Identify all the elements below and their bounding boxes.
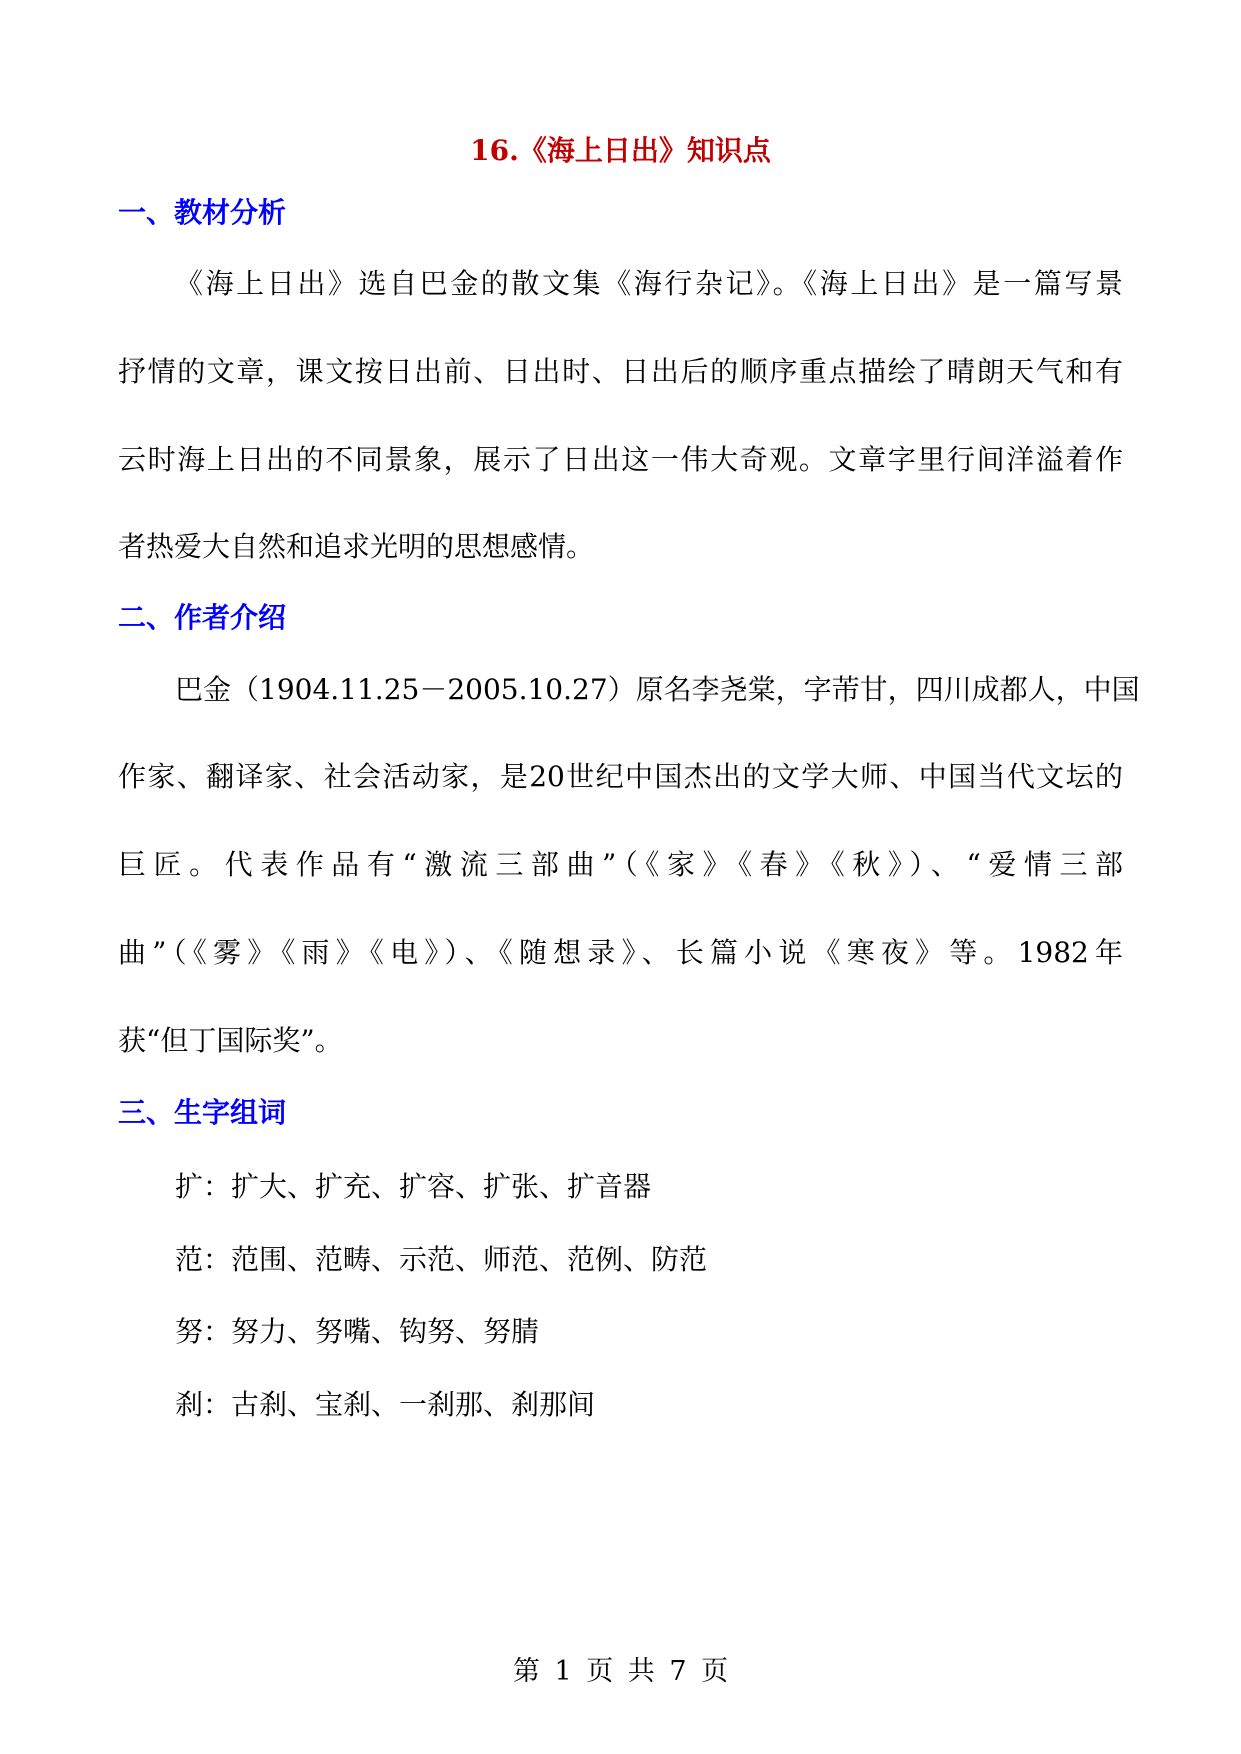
vocab-line: 努：努力、努嘴、钩努、努腈 <box>175 1315 540 1348</box>
section-heading-vocabulary: 三、生字组词 <box>118 1096 287 1129</box>
paragraph-line: 巨匠。代表作品有“激流三部曲”（《家》《春》《秋》）、“爱情三部 <box>118 848 1123 881</box>
paragraph-line: 作家、翻译家、社会活动家，是20世纪中国杰出的文学大师、中国当代文坛的 <box>118 760 1123 793</box>
paragraph-line: 抒情的文章，课文按日出前、日出时、日出后的顺序重点描绘了晴朗天气和有 <box>118 355 1123 388</box>
paragraph-line: 曲”（《雾》《雨》《电》）、《随想录》、长篇小说《寒夜》等。1982年 <box>118 936 1123 969</box>
vocab-line: 刹：古刹、宝刹、一刹那、刹那间 <box>175 1388 596 1421</box>
section-heading-author-intro: 二、作者介绍 <box>118 601 287 634</box>
paragraph-line: 者热爱大自然和追求光明的思想感情。 <box>118 530 595 563</box>
paragraph-line: 《海上日出》选自巴金的散文集《海行杂记》。《海上日出》是一篇写景 <box>175 267 1123 300</box>
document-title: 16.《海上日出》知识点 <box>470 134 771 167</box>
paragraph-line: 云时海上日出的不同景象，展示了日出这一伟大奇观。文章字里行间洋溢着作 <box>118 443 1123 476</box>
page-footer: 第 1 页 共 7 页 <box>512 1656 729 1687</box>
paragraph-line: 巴金（1904.11.25－2005.10.27）原名李尧棠，字芾甘，四川成都人，中国 <box>175 673 1140 706</box>
section-heading-textbook-analysis: 一、教材分析 <box>118 196 287 229</box>
vocab-line: 扩：扩大、扩充、扩容、扩张、扩音器 <box>175 1170 652 1203</box>
vocab-line: 范：范围、范畴、示范、师范、范例、防范 <box>175 1243 708 1276</box>
paragraph-line: 获“但丁国际奖”。 <box>118 1024 343 1057</box>
